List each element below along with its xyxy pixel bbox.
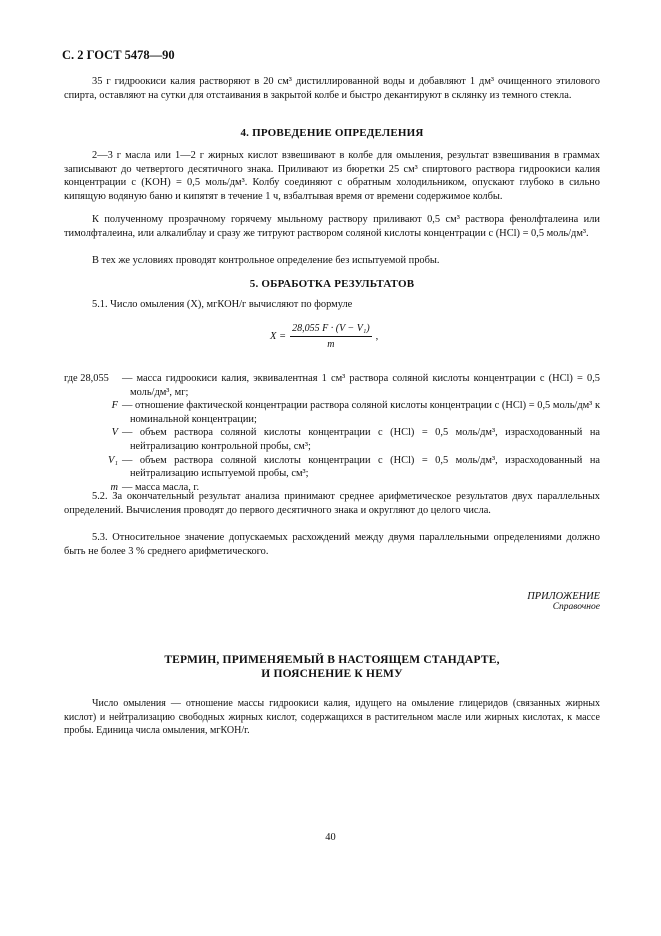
definition-symbol: V: [111, 427, 118, 439]
section-4-title: 4. ПРОВЕДЕНИЕ ОПРЕДЕЛЕНИЯ: [240, 127, 424, 139]
page-number: 40: [325, 832, 336, 843]
definition-item: [64, 399, 600, 426]
formula-definitions: [64, 372, 600, 494]
section-5-title: 5. ОБРАБОТКА РЕЗУЛЬТАТОВ: [249, 278, 415, 290]
page-header: С. 2 ГОСТ 5478—90: [62, 48, 175, 62]
appendix-title-line-2: И ПОЯСНЕНИЕ К НЕМУ: [261, 668, 403, 680]
section-4-paragraph-1: 2—3 г масла или 1—2 г жирных кислот взвешивают в колбе для омыления, результат взвешивания в граммах записывают до четвертого десятичного знака. Приливают из бюретки 25 см³ спиртового раствора гидроокиси калия концентрации c (KOH) = 0,5 моль/дм³. Колбу соединяют с обратным холодильником, опускают глубоко в сильно кипящую водяную баню и кипятят в течение 1 ч, взбалтывая время от времени содержимое колбы.: [64, 150, 600, 202]
formula-fraction: [290, 323, 372, 350]
saponification-formula: [270, 323, 378, 350]
definition-item: [64, 454, 600, 481]
section-5-3-paragraph: 5.3. Относительное значение допускаемых расхождений между двумя параллельными определениями должно быть не более 3 % среднего арифметического.: [64, 532, 600, 557]
appendix-title-line-1: ТЕРМИН, ПРИМЕНЯЕМЫЙ В НАСТОЯЩЕМ СТАНДАРТЕ,: [164, 654, 500, 666]
definition-text: — объем раствора соляной кислоты концентрации c (HCl) = 0,5 моль/дм³, израсходованный на нейтрализацию контрольной пробы, см³;: [122, 427, 600, 452]
intro-paragraph: 35 г гидроокиси калия растворяют в 20 см³ дистиллированной воды и добавляют 1 дм³ очищенного этилового спирта, оставляют на сутки для отстаивания в закрытой колбе и быстро декантируют в склянку из темного стекла.: [64, 76, 600, 101]
appendix-label: ПРИЛОЖЕНИЕ: [527, 591, 600, 602]
definition-where: где 28,055: [64, 373, 109, 384]
formula-numerator: 28,055 F · (V − V₁): [290, 323, 372, 337]
definition-item: [64, 372, 600, 399]
definition-symbol: F: [111, 400, 118, 412]
definition-text: — масса масла, г.: [122, 481, 200, 493]
section-4-paragraph-3: В тех же условиях проводят контрольное определение без испытуемой пробы.: [92, 255, 440, 266]
definition-text: — объем раствора соляной кислоты концентрации c (HCl) = 0,5 моль/дм³, израсходованный на нейтрализацию испытуемой пробы, см³;: [122, 454, 600, 480]
definition-symbol: V₁: [108, 454, 118, 466]
definition-text: — отношение фактической концентрации раствора соляной кислоты концентрации c (HCl) = 0,5 моль/дм³ к номинальной концентрации;: [122, 400, 600, 425]
section-5-2-paragraph: 5.2. За окончательный результат анализа принимают среднее арифметическое результатов двух параллельных определений. Вычисления проводят до первого десятичного знака и округляют до целого числа.: [64, 491, 600, 516]
definition-symbol: m: [110, 481, 118, 493]
appendix-text: Число омыления — отношение массы гидроокиси калия, идущего на омыление глицеридов (связанных жирных кислот) и нейтрализацию свободных жирных кислот, содержащихся в растительном масле или жирных кислотах, к массе пробы. Единица числа омыления, мгКОН/г.: [64, 698, 600, 737]
formula-denominator: m: [327, 339, 335, 350]
section-5-1-paragraph: 5.1. Число омыления (X), мгКОН/г вычисляют по формуле: [92, 299, 353, 310]
formula-lhs: X =: [270, 331, 287, 342]
appendix-label-block: [527, 591, 600, 612]
section-4-paragraph-2: К полученному прозрачному горячему мыльному раствору приливают 0,5 см³ раствора фенолфталеина или тимолфталеина, или алкалиблау и сразу же титруют раствором соляной кислоты концентрации c (HCl) = 0,5 моль/дм³.: [64, 214, 600, 239]
definition-text: — масса гидроокиси калия, эквивалентная 1 см³ раствора соляной кислоты концентрации c (HCl) = 0,5 моль/дм³, мг;: [122, 373, 600, 398]
formula-tail: ,: [375, 331, 379, 342]
definition-item: [64, 426, 600, 453]
appendix-sublabel: Справочное: [552, 602, 600, 612]
